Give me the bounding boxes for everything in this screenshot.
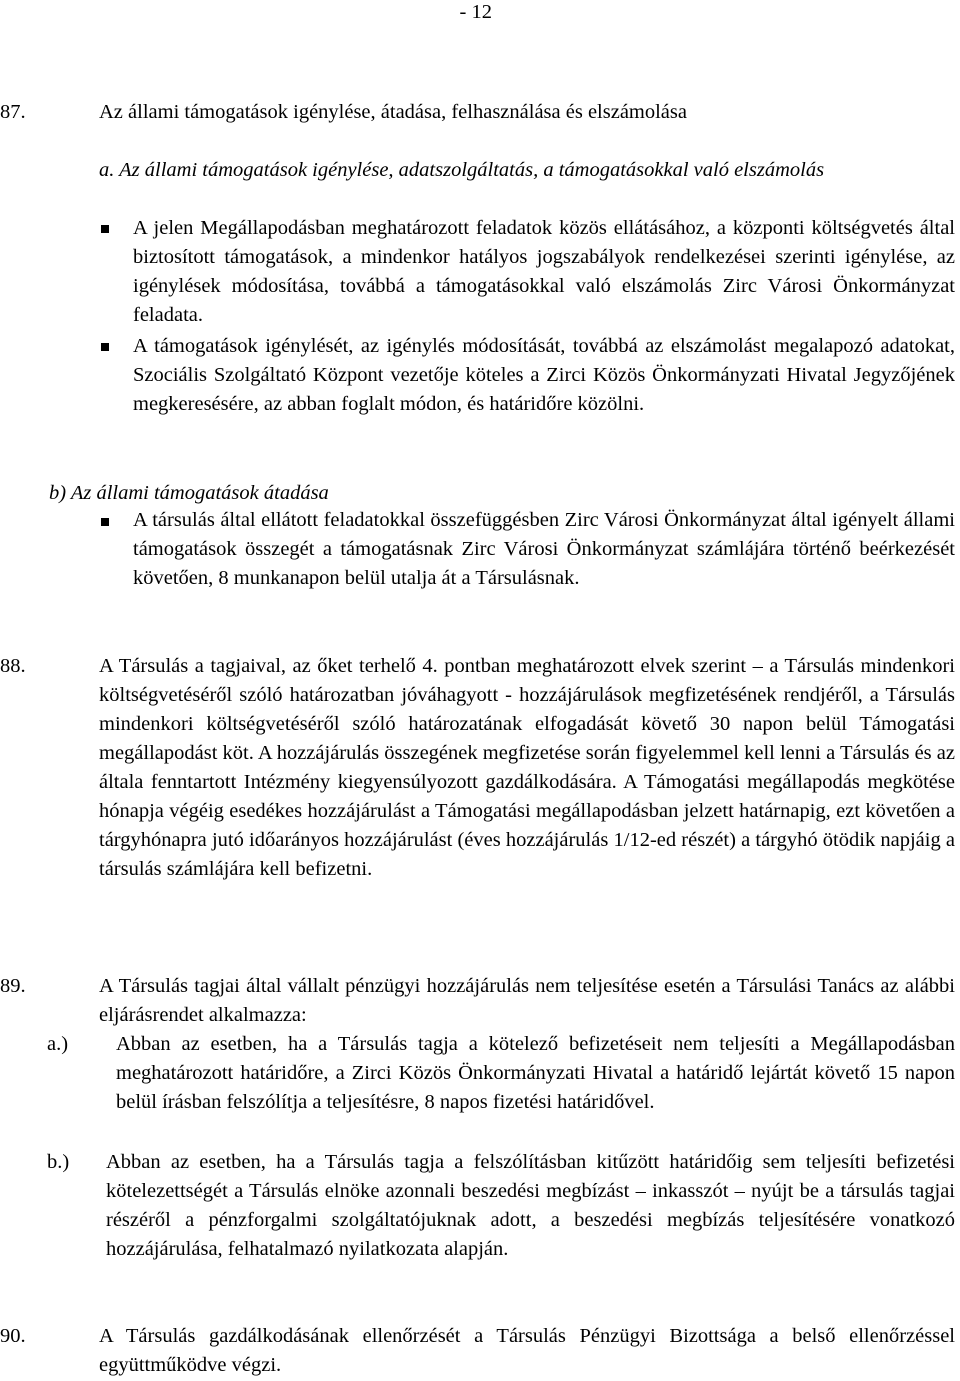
section-89-item-b-text: Abban az esetben, ha a Társulás tagja a felszólításban kitűzött határidőig sem teljesíti befizetési kötelezettségét a Társulás elnöke azonnali beszedési megbízást – inkasszót – nyújt be a társulás tagjai részéről a pénzforgalmi szolgáltatójuknak adott, a beszedési megbízás teljesítésére vonatkozó hozzájárulása, felhatalmazó nyilatkozata alapján. bbox=[106, 1151, 955, 1260]
subsection-a-bullet-1: A jelen Megállapodásban meghatározott feladatok közös ellátásához, a központi költségvetés által biztosított támogatások, a mindenkor hatályos jogszabályok rendelkezései szerinti igénylése, az igénylések módosítása, továbbá a támogatásokkal való elszámolás Zirc Városi Önkormányzat feladata. bbox=[133, 217, 955, 326]
bullet-square-icon bbox=[101, 518, 109, 526]
section-89-text: A Társulás tagjai által vállalt pénzügyi hozzájárulás nem teljesítése esetén a Társulási Tanács az alábbi eljárásrendet alkalmazza: bbox=[99, 975, 955, 1026]
bullet-square-icon bbox=[101, 225, 109, 233]
section-87-number: 87. bbox=[0, 101, 26, 123]
section-89-item-a-label: a.) bbox=[47, 1033, 69, 1055]
section-89-item-a-text: Abban az esetben, ha a Társulás tagja a kötelező befizetéseit nem teljesíti a Megállapodásban meghatározott határidőre, a Zirci Közös Önkormányzati Hivatal a határidő lejártát követő 15 napon belül írásban felszólítja a teljesítésre, 8 napos fizetési határidővel. bbox=[116, 1033, 955, 1113]
subsection-a-heading: a. Az állami támogatások igénylése, adatszolgáltatás, a támogatásokkal való elszámolás bbox=[99, 159, 825, 181]
subsection-b-heading: b) Az állami támogatások átadása bbox=[49, 482, 329, 504]
section-88-text: A Társulás a tagjaival, az őket terhelő 4. pontban meghatározott elvek szerint – a Társulás mindenkori költségvetéséről szóló határozatban jóváhagyott - hozzájárulások megfizetésének rendjéről, a Társulás mindenkori költségvetéséről szóló határozatának elfogadását követő 30 napon belül Támogatási megállapodást köt. A hozzájárulás összegének megfizetése során figyelemmel kell lenni a Társulás és az általa fenntartott Intézmény kiegyensúlyozott gazdálkodására. A Támogatási megállapodás megkötése hónapja végéig esedékes hozzájárulást a Támogatási megállapodásban jelzett határnapig, ezt követően a tárgyhónapra jutó időarányos hozzájárulást (éves hozzájárulás 1/12-ed részét) a tárgyhó ötödik napjáig a társulás számlájára kell befizetni. bbox=[99, 655, 955, 880]
section-90-text: A Társulás gazdálkodásának ellenőrzését a Társulás Pénzügyi Bizottsága a belső ellenőrzéssel együttműködve végzi. bbox=[99, 1325, 955, 1376]
page-number: - 12 bbox=[459, 1, 492, 23]
subsection-a-bullet-2: A támogatások igénylését, az igénylés módosítását, továbbá az elszámolást megalapozó adatokat, Szociális Szolgáltató Központ vezetője köteles a Zirci Közös Önkormányzati Hivatal Jegyzőjének megkeresésére, az abban foglalt módon, és határidőre közölni. bbox=[133, 335, 955, 415]
section-88-number: 88. bbox=[0, 655, 26, 677]
section-89-number: 89. bbox=[0, 975, 26, 997]
section-87-title: Az állami támogatások igénylése, átadása, felhasználása és elszámolása bbox=[99, 101, 687, 123]
bullet-square-icon bbox=[101, 343, 109, 351]
subsection-b-bullet-1: A társulás által ellátott feladatokkal összefüggésben Zirc Városi Önkormányzat által igényelt állami támogatások összegét a támogatásnak Zirc Városi Önkormányzat számlájára történő beérkezését követően, 8 munkanapon belül utalja át a Társulásnak. bbox=[133, 509, 955, 589]
section-89-item-b-label: b.) bbox=[47, 1151, 70, 1173]
section-90-number: 90. bbox=[0, 1325, 26, 1347]
